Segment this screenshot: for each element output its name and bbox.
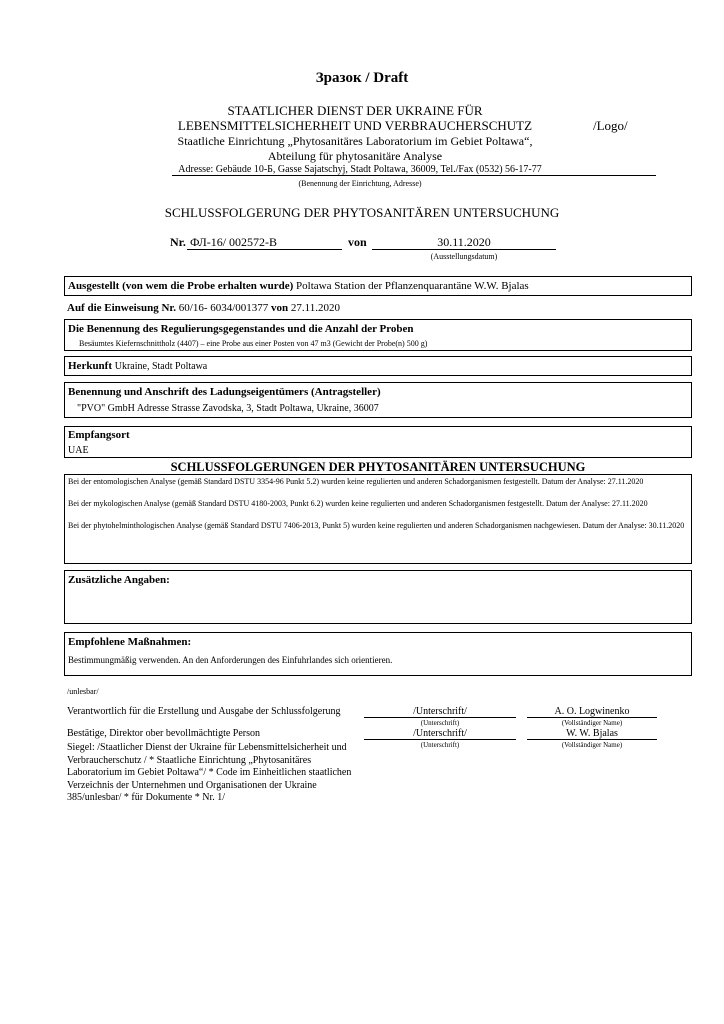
- institution-line-1: Staatliche Einrichtung „Phytosanitäres Laboratorium im Gebiet Poltawa“,: [177, 134, 533, 148]
- name-1-line: [527, 717, 657, 718]
- unreadable-note: /unlesbar/: [67, 687, 99, 696]
- conclusion-entomological: Bei der entomologischen Analyse (gemäß Standard DSTU 3354-96 Punkt 5.2) wurden keine regulierten und anderen Schadorganismen festgestellt. Datum der Analyse: 27.11.2020: [68, 477, 644, 486]
- referral-label: Auf die Einweisung Nr.: [67, 302, 177, 314]
- referral-line: [67, 302, 340, 314]
- origin-value: Ukraine, Stadt Poltawa: [114, 361, 208, 372]
- number-value: ФЛ-16/ 002572-В: [190, 235, 278, 249]
- conclusion-phytohelminthological: Bei der phytohelminthologischen Analyse (gemäß Standard DSTU 7406-2013, Punkt 5) wurden keine regulierten und anderen Schadorganismen nachgewiesen. Datum der Analyse: 30.11.2020: [68, 521, 685, 530]
- name-2-caption: (Vollständiger Name): [561, 741, 623, 749]
- number-label: Nr.: [170, 235, 186, 249]
- number-underline: [187, 249, 342, 250]
- date-caption: (Ausstellungsdatum): [430, 252, 498, 261]
- additional-label: Zusätzliche Angaben:: [68, 574, 170, 586]
- conclusions-heading: SCHLUSSFOLGERUNGEN DER PHYTOSANITÄREN UNTERSUCHUNG: [170, 460, 586, 474]
- signature-2-caption: (Unterschrift): [420, 741, 460, 749]
- issued-label: Ausgestellt (von wem die Probe erhalten wurde): [68, 280, 294, 292]
- name-2: W. W. Bjalas: [566, 728, 618, 739]
- name-1: A. O. Logwinenko: [554, 706, 630, 717]
- destination-value: UAE: [68, 445, 89, 456]
- owner-label: Benennung und Anschrift des Ladungseigentümers (Antragsteller): [68, 386, 381, 398]
- object-value: Besäumtes Kiefernschnittholz (4407) – eine Probe aus einer Posten von 47 m3 (Gewicht der Probe(n) 500 g): [79, 339, 428, 348]
- referral-number: 60/16- 6034/001377: [178, 302, 269, 314]
- conclusions-box: [64, 474, 692, 564]
- additional-box: [64, 570, 692, 624]
- origin-label: Herkunft: [68, 360, 112, 372]
- date-von-label: von: [348, 235, 367, 249]
- name-2-line: [527, 739, 657, 740]
- logo-placeholder: /Logo/: [593, 118, 628, 133]
- referral-von: von: [271, 302, 289, 314]
- date-underline: [372, 249, 556, 250]
- referral-date: 27.11.2020: [290, 302, 341, 314]
- destination-box: [64, 426, 692, 458]
- issued-value: Poltawa Station der Pflanzenquarantäne W.W. Bjalas: [296, 280, 529, 292]
- conclusion-mycological: Bei der mykologischen Analyse (gemäß Standard DSTU 4180-2003, Punkt 6.2) wurden keine regulierten und anderen Schadorganismen festgestellt. Datum der Analyse: 27.11.2020: [68, 499, 648, 508]
- signature-1-caption: (Unterschrift): [420, 719, 460, 727]
- owner-value: "PVO" GmbH Adresse Strasse Zavodska, 3, Stadt Poltawa, Ukraine, 36007: [77, 403, 379, 414]
- institution-line-2: Abteilung für phytosanitäre Analyse: [267, 149, 443, 163]
- signature-2: /Unterschrift/: [413, 728, 467, 739]
- signature-1-line: [364, 717, 516, 718]
- org-line-2: LEBENSMITTELSICHERHEIT UND VERBRAUCHERSCHUTZ: [177, 118, 533, 133]
- confirm-label: Bestätige, Direktor ober bevollmächtigte Person: [67, 728, 261, 739]
- owner-box: [64, 382, 692, 418]
- measures-label: Empfohlene Maßnahmen:: [68, 636, 192, 648]
- address-underline: [172, 175, 656, 176]
- signature-2-line: [364, 739, 516, 740]
- org-line-1: STAATLICHER DIENST DER UKRAINE FÜR: [227, 103, 483, 118]
- date-value: 30.11.2020: [437, 235, 491, 249]
- destination-label: Empfangsort: [68, 429, 130, 441]
- responsible-label: Verantwortlich für die Erstellung und Ausgabe der Schlussfolgerung: [67, 706, 341, 717]
- seal-description: Siegel: /Staatlicher Dienst der Ukraine für Lebensmittelsicherheit und Verbraucherschutz / * Staatliche Einrichtung „Phytosanitäres Laboratorium im Gebiet Poltawa“/ * Code im Einheitlichen staatlichen Verzeichnis der Unternehmen und Organisationen der Ukraine 385/unlesbar/ * für Dokumente * Nr. 1/: [67, 742, 352, 803]
- measures-box: [64, 632, 692, 676]
- object-box: [64, 319, 692, 351]
- document-title: SCHLUSSFOLGERUNG DER PHYTOSANITÄREN UNTERSUCHUNG: [164, 205, 560, 220]
- signature-1: /Unterschrift/: [413, 706, 467, 717]
- issued-box: [64, 276, 692, 296]
- draft-title: Зразок / Draft: [315, 70, 409, 86]
- origin-box: [64, 356, 692, 376]
- name-1-caption: (Vollständiger Name): [561, 719, 623, 727]
- address-caption: (Benennung der Einrichtung, Adresse): [298, 179, 422, 188]
- institution-address: Adresse: Gebäude 10-Б, Gasse Sajatschyj, Stadt Poltawa, 36009, Tel./Fax (0532) 56-17-77: [178, 164, 542, 175]
- object-label: Die Benennung des Regulierungsgegenstandes und die Anzahl der Proben: [68, 323, 414, 335]
- measures-value: Bestimmungmäßig verwenden. An den Anforderungen des Einfuhrlandes sich orientieren.: [68, 655, 393, 665]
